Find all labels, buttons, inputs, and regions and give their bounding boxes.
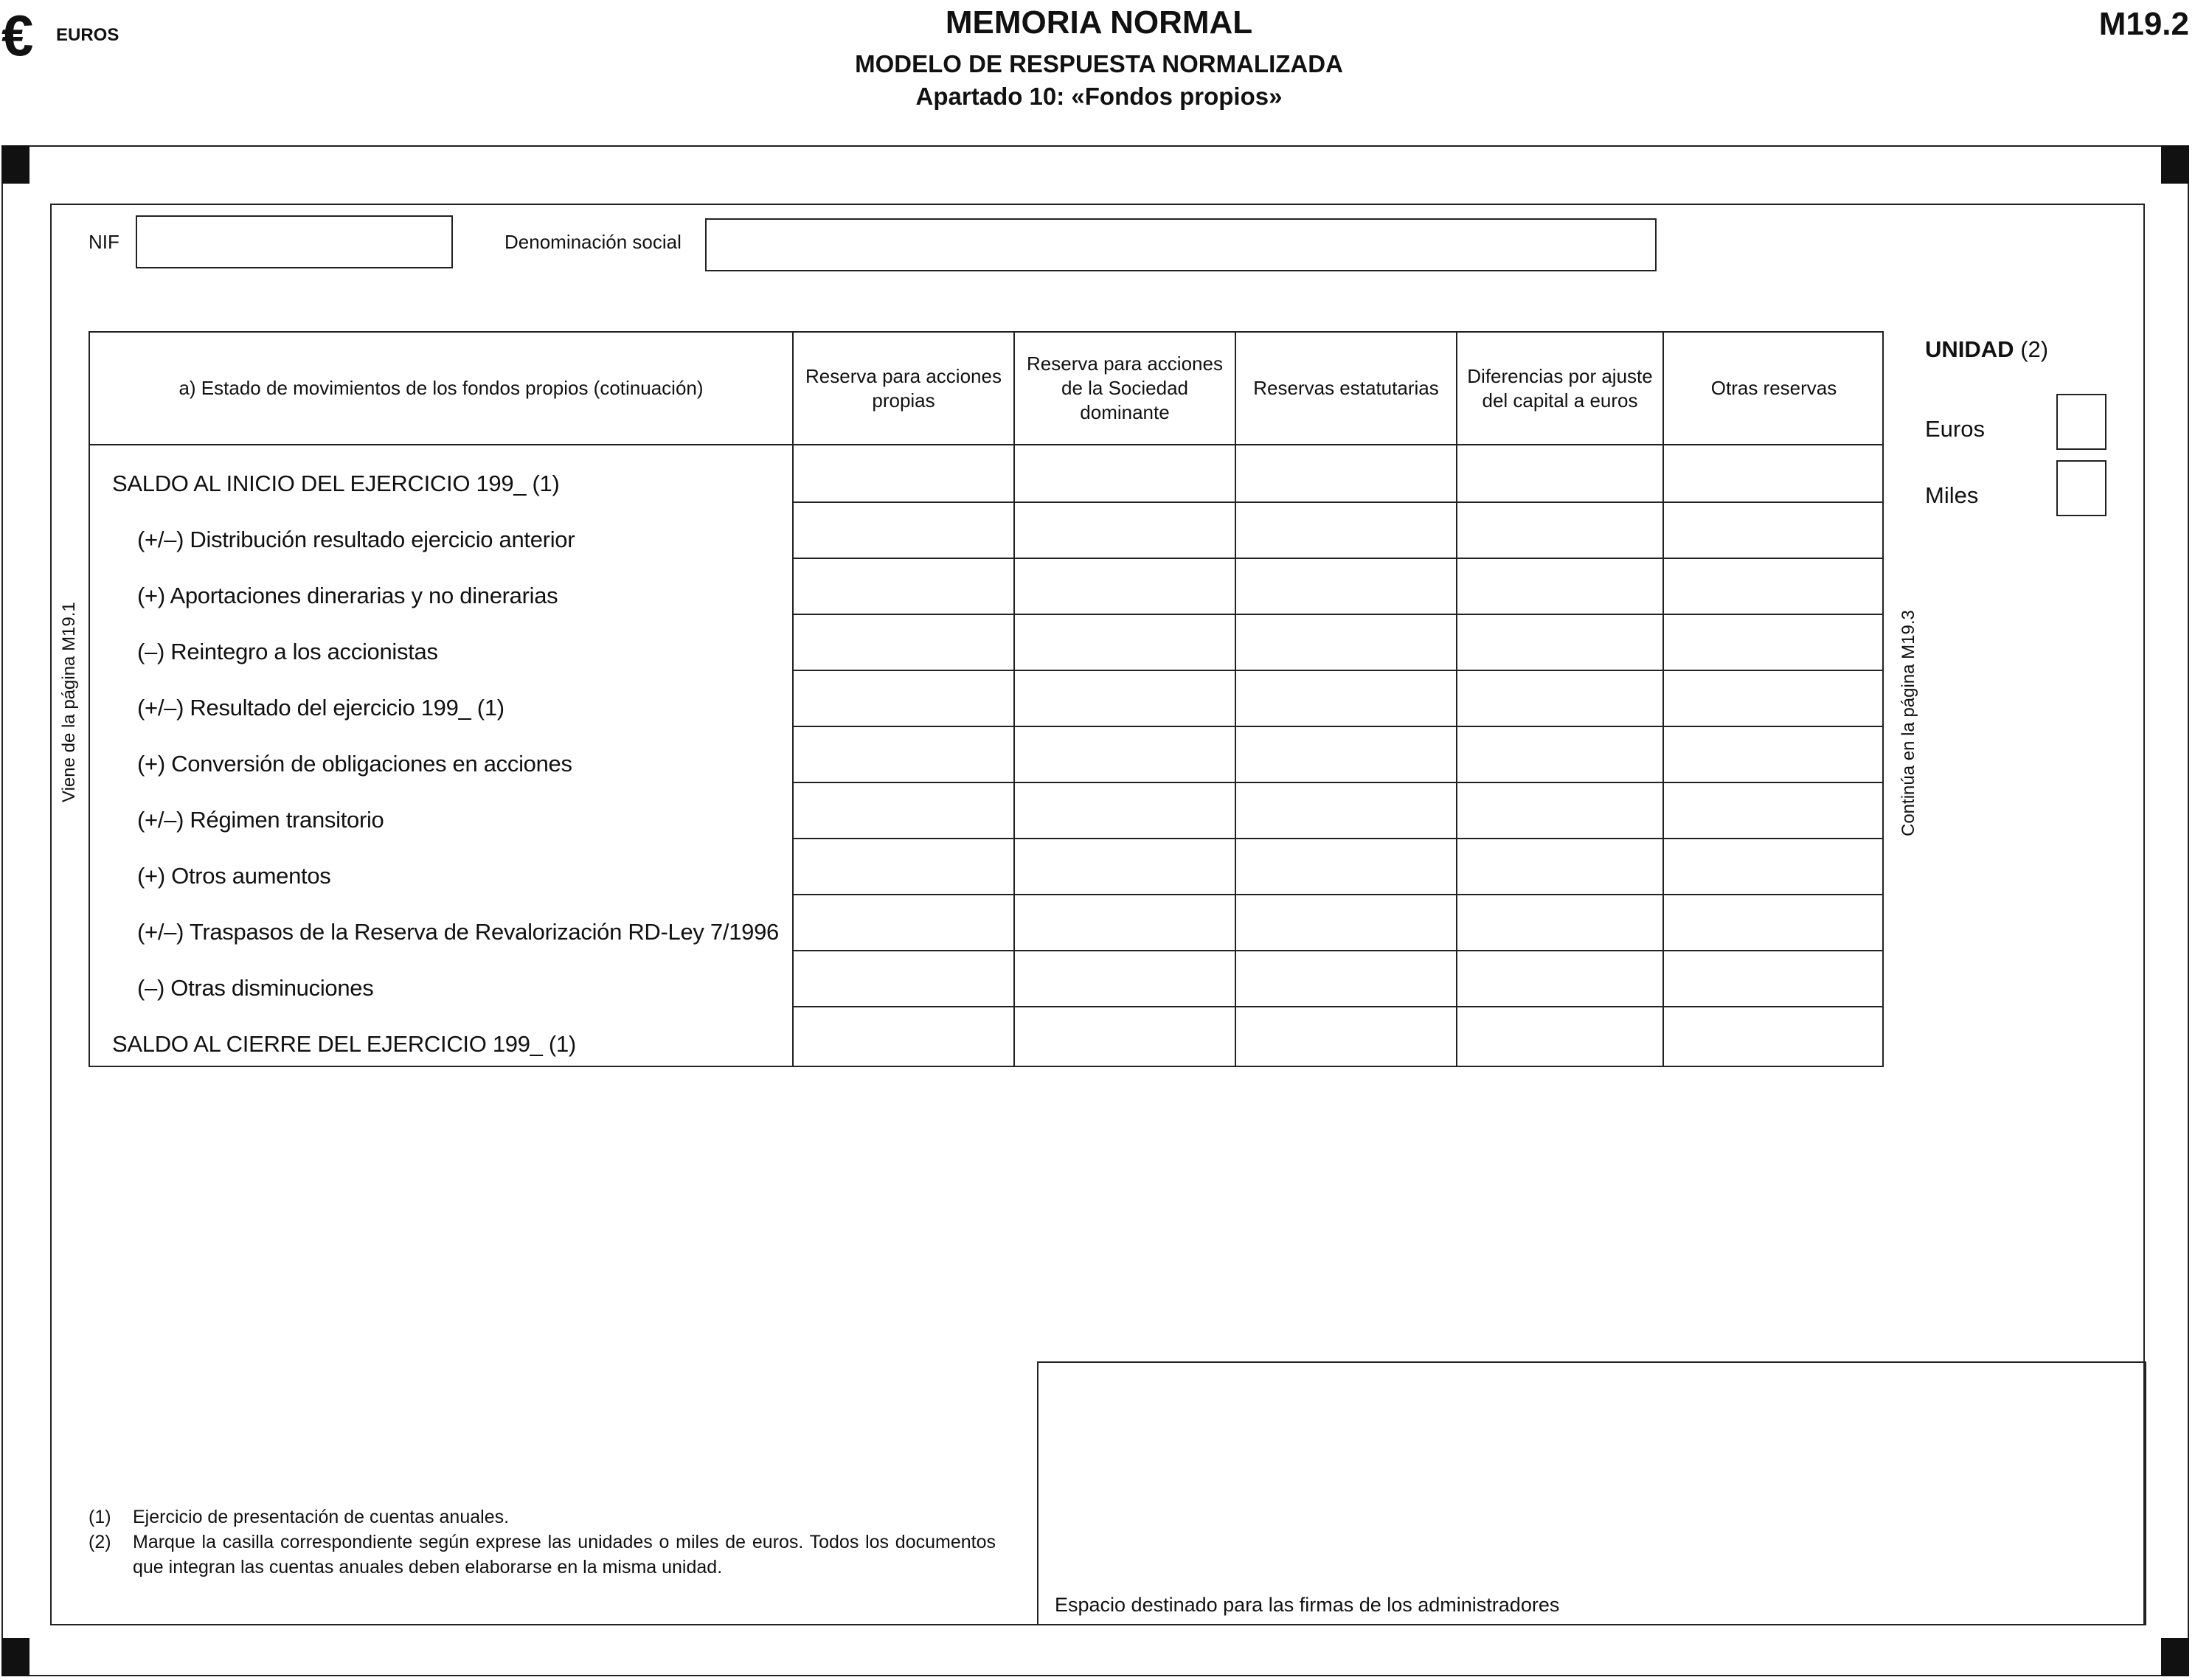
currency-label: EUROS [56,25,119,45]
table-row-divider [792,894,1884,895]
row-label: (+/–) Régimen transitorio [137,807,384,833]
page-code: M19.2 [2098,6,2189,42]
column-header: Diferencias por ajuste del capital a euros [1467,364,1653,412]
row-label: (–) Otras disminuciones [137,975,374,1001]
table-row-divider [792,558,1884,559]
section-title: Apartado 10: «Fondos propios» [915,83,1283,110]
table-row-divider [792,782,1884,783]
row-label: (+/–) Resultado del ejercicio 199_ (1) [137,695,504,721]
nif-field[interactable] [136,215,453,268]
footnote-number: (1) [89,1507,111,1527]
table-row-divider [792,838,1884,839]
corner-mark-bottom-right [2161,1638,2189,1676]
corner-mark-bottom-left [1,1638,30,1676]
page-title: MEMORIA NORMAL [945,4,1253,41]
corner-mark-top-right [2161,145,2189,184]
denominacion-field[interactable] [705,218,1657,271]
nif-label: NIF [89,231,119,253]
table-row-divider [792,614,1884,615]
euro-icon: € [1,3,34,68]
row-label: (+/–) Traspasos de la Reserva de Revalorización RD-Ley 7/1996 [137,919,779,945]
table-row-divider [792,726,1884,727]
signature-label: Espacio destinado para las firmas de los administradores [1055,1594,1560,1616]
footnote-number: (2) [89,1532,111,1552]
column-header: Reserva para acciones de la Sociedad dominante [1027,353,1223,423]
unit-option-euros-checkbox[interactable] [2056,394,2106,450]
row-label: SALDO AL INICIO DEL EJERCICIO 199_ (1) [112,471,560,496]
column-header: Reserva para acciones propias [805,364,1002,412]
footnote-text: Ejercicio de presentación de cuentas anuales. [133,1507,510,1527]
unit-title-label: UNIDAD [1925,336,2014,362]
euro-logo [0,3,125,68]
corner-mark-top-left [1,145,30,184]
footnote-2 [89,1530,996,1611]
previous-page-note: Viene de la página M19.1 [59,602,79,802]
denominacion-label: Denominación social [504,231,682,253]
row-label: (+) Otros aumentos [137,863,331,889]
table-row-divider [792,950,1884,951]
unit-option-miles-label: Miles [1925,482,1979,508]
row-label: (+/–) Distribución resultado ejercicio anterior [137,527,575,552]
column-header: Reservas estatutarias [1253,377,1439,399]
table-row-divider [792,501,1884,503]
row-label: (–) Reintegro a los accionistas [137,639,438,664]
next-page-note: Continúa en la página M19.3 [1898,610,1918,836]
row-label: (+) Conversión de obligaciones en acciones [137,751,572,777]
row-label: SALDO AL CIERRE DEL EJERCICIO 199_ (1) [112,1031,576,1057]
footnote-text: Marque la casilla correspondiente según exprese las unidades o miles de euros. Todos los documentos que integran las cuentas anuales deben elaborarse en la misma unidad. [133,1532,996,1577]
table-row-divider [792,670,1884,671]
signature-area[interactable] [1037,1361,2146,1625]
table-row-divider [792,1006,1884,1007]
table-title: a) Estado de movimientos de los fondos propios (cotinuación) [178,377,704,399]
unit-title [1925,336,2048,363]
table-header-divider [89,444,1884,445]
unit-option-miles-checkbox[interactable] [2056,460,2106,516]
page-subtitle: MODELO DE RESPUESTA NORMALIZADA [855,50,1343,77]
column-header: Otras reservas [1710,377,1837,399]
unit-option-euros-label: Euros [1925,416,1985,442]
row-label: (+) Aportaciones dinerarias y no dinerarias [137,583,558,608]
unit-title-ref: (2) [2020,336,2049,362]
